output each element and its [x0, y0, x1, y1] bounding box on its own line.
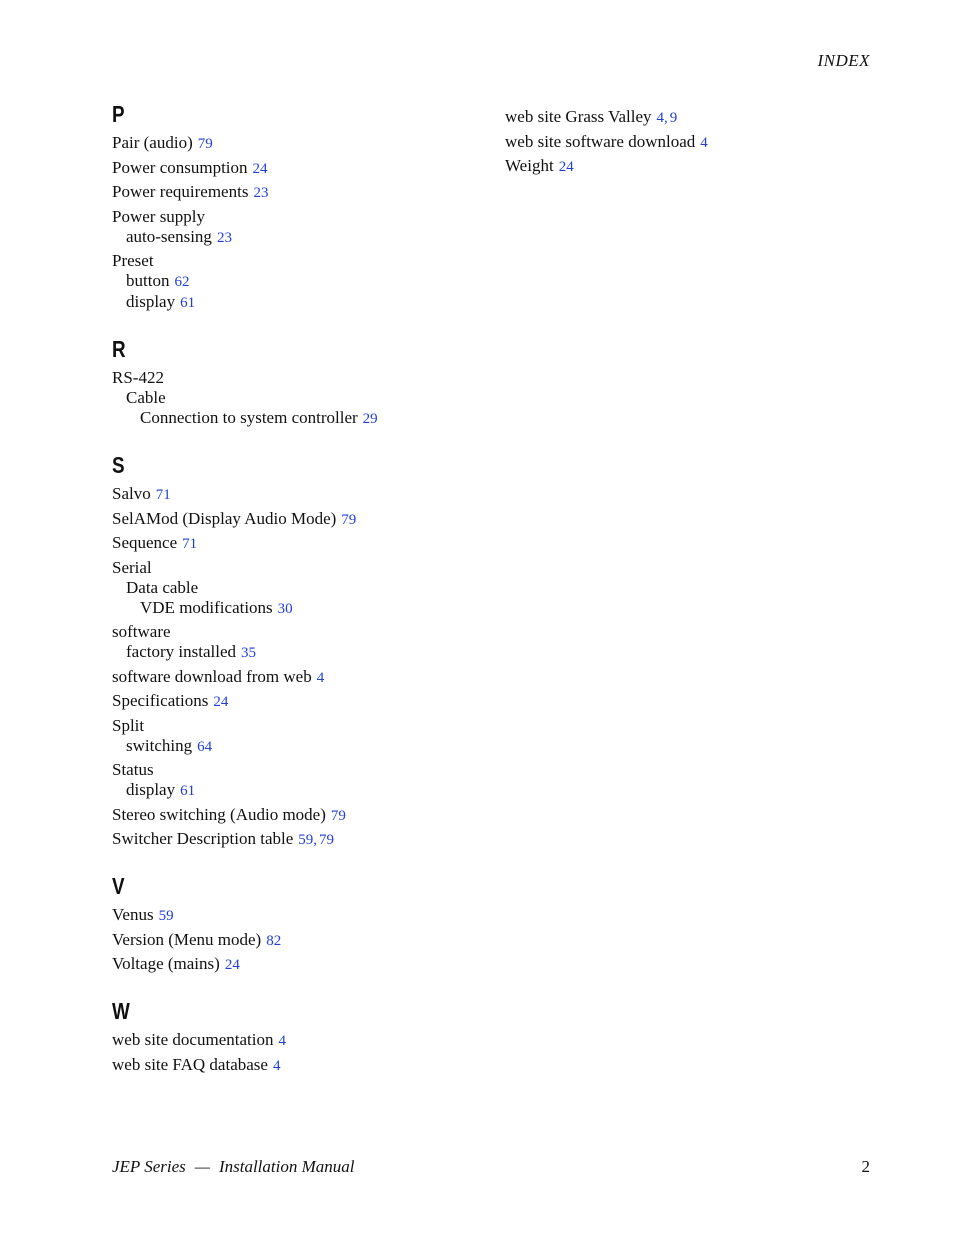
index-subentry-button [112, 271, 492, 292]
index-subentry-auto-sensing [112, 227, 492, 248]
page-link[interactable]: 79 [197, 136, 213, 152]
page-link[interactable]: 9 [669, 110, 678, 126]
page-link[interactable]: 61 [180, 295, 196, 311]
index-term: VDE modifications [140, 597, 273, 617]
page-separator: , [313, 832, 318, 848]
index-section-v [112, 872, 492, 975]
index-term: web site Grass Valley [505, 107, 652, 126]
index-entry-group [112, 760, 492, 801]
index-term: Stereo switching (Audio mode) [112, 804, 326, 824]
index-entry-group [112, 622, 492, 663]
index-subentry-connection-to-system-controller [112, 408, 492, 429]
index-term: Weight [505, 156, 554, 175]
index-entry-group [112, 829, 492, 850]
index-term: Data cable [126, 577, 199, 597]
page-link[interactable]: 23 [253, 185, 269, 201]
index-entry-status [112, 760, 492, 780]
index-entry-group [112, 691, 492, 712]
index-section-p [112, 100, 492, 313]
index-entry-group [112, 133, 492, 154]
index-entry-group [112, 207, 492, 248]
index-term: web site software download [505, 131, 696, 151]
index-term: display [126, 780, 176, 799]
index-entry-group [112, 905, 492, 926]
index-term: RS-422 [112, 368, 164, 387]
index-entry-group [112, 1030, 492, 1051]
index-section-r [112, 335, 492, 429]
index-entry-split [112, 716, 492, 736]
index-term: display [126, 292, 176, 311]
index-subentry-switching [112, 736, 492, 757]
index-column-right [505, 107, 865, 181]
index-subentry-vde-modifications [112, 598, 492, 619]
page-link[interactable]: 23 [216, 229, 232, 246]
index-entry-group [112, 667, 492, 688]
index-section-s [112, 451, 492, 850]
footer-dash: — [194, 1157, 210, 1176]
index-term: SelAMod (Display Audio Mode) [112, 508, 337, 528]
index-entry-power-consumption [112, 158, 492, 179]
index-entry-web-site-documentation [112, 1030, 492, 1051]
index-term: Connection to system controller [140, 408, 358, 427]
index-term: Venus [112, 905, 154, 924]
index-term: auto-sensing [126, 226, 212, 246]
index-entry-switcher-description-table [112, 829, 492, 850]
index-entry-web-site-faq-database [112, 1055, 492, 1076]
page-separator: , [664, 110, 668, 126]
footer-title [112, 1157, 354, 1177]
index-subentry-factory-installed [112, 642, 492, 663]
index-term: web site FAQ database [112, 1054, 268, 1074]
index-entry-voltage-mains [112, 954, 492, 975]
section-letter: V [112, 873, 125, 899]
index-entry-group [505, 107, 865, 128]
index-entry-group [112, 182, 492, 203]
footer-manual: Installation Manual [218, 1157, 355, 1176]
page-link[interactable]: 35 [241, 645, 256, 661]
page-link[interactable]: 29 [362, 411, 378, 427]
index-entry-software [112, 622, 492, 642]
index-term: web site documentation [112, 1030, 274, 1049]
index-term: Serial [112, 557, 152, 577]
index-entry-group [112, 484, 492, 505]
section-letter: R [112, 336, 126, 362]
index-entry-group [112, 1055, 492, 1076]
index-entry-power-supply [112, 207, 492, 227]
index-entry-group [112, 509, 492, 530]
index-term: Specifications [112, 691, 209, 710]
index-entry-group [112, 930, 492, 951]
index-entry-group [112, 368, 492, 429]
index-entry-rs-422 [112, 368, 492, 388]
page-link[interactable]: 4 [278, 1033, 286, 1049]
index-entry-group [112, 954, 492, 975]
index-entry-salvo [112, 484, 492, 505]
page-link[interactable]: 4 [700, 134, 708, 151]
index-entry-group [112, 158, 492, 179]
page-link[interactable]: 24 [558, 159, 574, 175]
index-term: button [126, 271, 170, 290]
page-link[interactable]: 64 [197, 738, 213, 755]
index-entry-web-site-software-download [505, 132, 865, 153]
index-entry-sequence [112, 533, 492, 554]
index-entry-specifications [112, 691, 492, 712]
index-term: Power requirements [112, 182, 249, 201]
page-link[interactable]: 79 [330, 807, 346, 824]
page-link[interactable]: 79 [319, 832, 335, 848]
page-link[interactable]: 4 [316, 669, 325, 686]
index-section-w [112, 997, 492, 1076]
index-subentry-cable [112, 388, 492, 408]
index-term: Power supply [112, 206, 206, 226]
index-entry-group [112, 533, 492, 554]
index-entry-group [505, 132, 865, 153]
index-entry-web-site-grass-valley [505, 107, 865, 128]
page-link[interactable]: 61 [180, 783, 196, 799]
index-term: Preset [112, 251, 154, 270]
index-term: Version (Menu mode) [112, 929, 262, 949]
index-subentry-display [112, 780, 492, 801]
section-letter: W [112, 998, 130, 1024]
page-number: 2 [861, 1157, 870, 1176]
index-entry-weight [505, 156, 865, 177]
index-entry-preset [112, 251, 492, 271]
index-entry-version-menu-mode [112, 930, 492, 951]
index-term: factory installed [126, 642, 236, 661]
page-link[interactable]: 59 [158, 908, 174, 924]
index-entry-selamod-display-audio-mode [112, 509, 492, 530]
page-link[interactable]: 30 [277, 600, 293, 617]
index-entry-pair-audio [112, 133, 492, 154]
page-link[interactable]: 4 [656, 110, 665, 126]
index-term: Voltage (mains) [112, 954, 220, 973]
page-link[interactable]: 71 [155, 487, 171, 503]
running-head: INDEX [817, 51, 870, 70]
index-term: software download from web [112, 666, 312, 686]
index-term: Status [112, 760, 154, 779]
index-term: Split [112, 715, 145, 735]
index-subentry-data-cable [112, 578, 492, 598]
section-letter: P [112, 101, 125, 127]
footer-product: JEP Series [112, 1157, 186, 1176]
page-link[interactable]: 4 [272, 1057, 281, 1074]
section-letter: S [112, 452, 125, 478]
page-link[interactable]: 62 [174, 274, 190, 290]
index-entry-group [505, 156, 865, 177]
page-link[interactable]: 71 [182, 536, 198, 552]
index-entry-group [112, 558, 492, 619]
index-term: software [112, 622, 171, 641]
page-link[interactable]: 82 [266, 932, 282, 949]
index-entry-group [112, 805, 492, 826]
page-link[interactable]: 79 [341, 511, 357, 528]
index-entry-group [112, 251, 492, 313]
index-term: Cable [126, 388, 166, 407]
page-link[interactable]: 24 [213, 694, 229, 710]
index-term: Pair (audio) [112, 133, 193, 152]
index-column-left [112, 100, 492, 1098]
index-entry-stereo-switching-audio-mode [112, 805, 492, 826]
index-term: Switcher Description table [112, 829, 294, 848]
index-entry-group [112, 716, 492, 757]
page-link[interactable]: 59 [298, 832, 314, 848]
page-link[interactable]: 24 [252, 160, 268, 177]
index-entry-serial [112, 558, 492, 578]
index-entry-software-download-from-web [112, 667, 492, 688]
index-subentry-display [112, 292, 492, 313]
index-entry-venus [112, 905, 492, 926]
index-entry-power-requirements [112, 182, 492, 203]
index-term: switching [126, 735, 193, 755]
index-term: Power consumption [112, 157, 248, 177]
index-term: Sequence [112, 533, 178, 552]
page-link[interactable]: 24 [224, 957, 240, 973]
index-term: Salvo [112, 484, 151, 503]
